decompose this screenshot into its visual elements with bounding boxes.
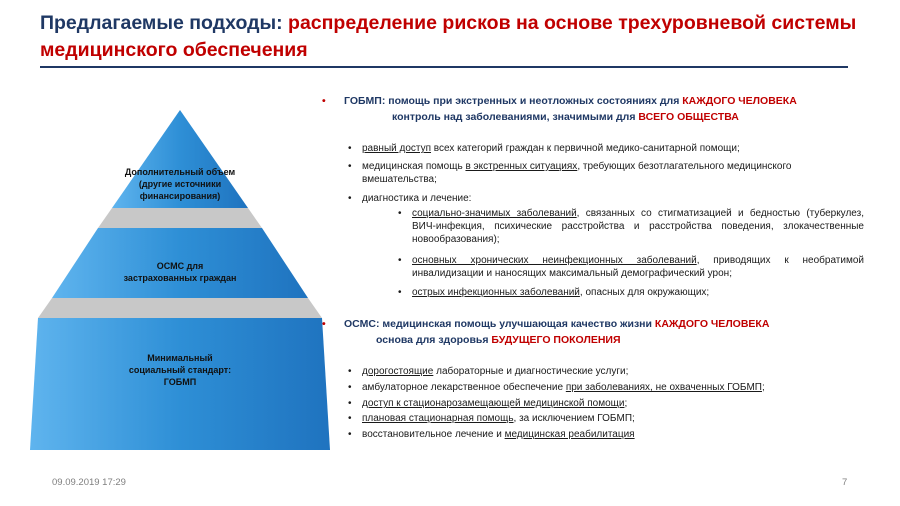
title-highlight: распределение рисков на основе трехуровневой системы медицинского обеспечения (40, 12, 857, 61)
pyramid-graphic (30, 110, 330, 460)
page-number: 7 (842, 477, 848, 488)
gobmp-heading: • ГОБМП: помощь при экстренных и неотложных состояниях для КАЖДОГО ЧЕЛОВЕКА (318, 94, 797, 108)
gobmp-subitem-2: • основных хронических неинфекционных заболеваний, приводящих к необратимой инвалидизации и наносящих максимальный демографический урон; (412, 254, 864, 280)
osms-item-3: • доступ к стационарозамещающей медицинской помощи; (362, 397, 862, 410)
pyramid-label-top: Дополнительный объем (другие источники финансирования) (124, 167, 236, 201)
osms-heading: • ОСМС: медицинская помощь улучшающая качество жизни КАЖДОГО ЧЕЛОВЕКА (318, 317, 769, 331)
pyramid-gap-1 (98, 208, 262, 228)
pyramid-label-bottom: Минимальный социальный стандарт: ГОБМП (128, 353, 232, 387)
osms-item-1: • дорогостоящие лабораторные и диагностические услуги; (362, 365, 862, 378)
gobmp-item-2: • медицинская помощь в экстренных ситуациях, требующих безотлагательного медицинского вмешательства; (362, 160, 862, 186)
gobmp-subitem-3: • острых инфекционных заболеваний, опасных для окружающих; (412, 286, 864, 299)
gobmp-item-1: • равный доступ всех категорий граждан к первичной медико-санитарной помощи; (362, 142, 862, 155)
slide-title (40, 10, 860, 64)
bullet-icon: • (322, 318, 326, 330)
title-lead: Предлагаемые подходы: (40, 12, 289, 34)
pyramid-label-middle: ОСМС для застрахованных граждан (123, 261, 237, 283)
osms-item-4: • плановая стационарная помощь, за исключением ГОБМП; (362, 412, 862, 425)
osms-item-5: • восстановительное лечение и медицинская реабилитация (362, 428, 862, 441)
gobmp-item-3: • диагностика и лечение: (362, 192, 862, 205)
osms-subheading: основа для здоровья БУДУЩЕГО ПОКОЛЕНИЯ (376, 334, 621, 346)
bullet-icon: • (322, 95, 326, 107)
pyramid-diagram (30, 110, 330, 460)
title-underline (40, 66, 848, 68)
pyramid-gap-2 (38, 298, 322, 318)
gobmp-subheading: контроль над заболеваниями, значимыми для ВСЕГО ОБЩЕСТВА (392, 111, 739, 123)
gobmp-subitem-1: • социально-значимых заболеваний, связанных со стигматизацией и бедностью (туберкулез, ВИЧ-инфекция, психические расстройства и расстройства поведения, злокачественные новообразования); (412, 207, 864, 246)
footer-date: 09.09.2019 17:29 (52, 477, 126, 488)
osms-item-2: • амбулаторное лекарственное обеспечение при заболеваниях, не охваченных ГОБМП; (362, 381, 862, 394)
